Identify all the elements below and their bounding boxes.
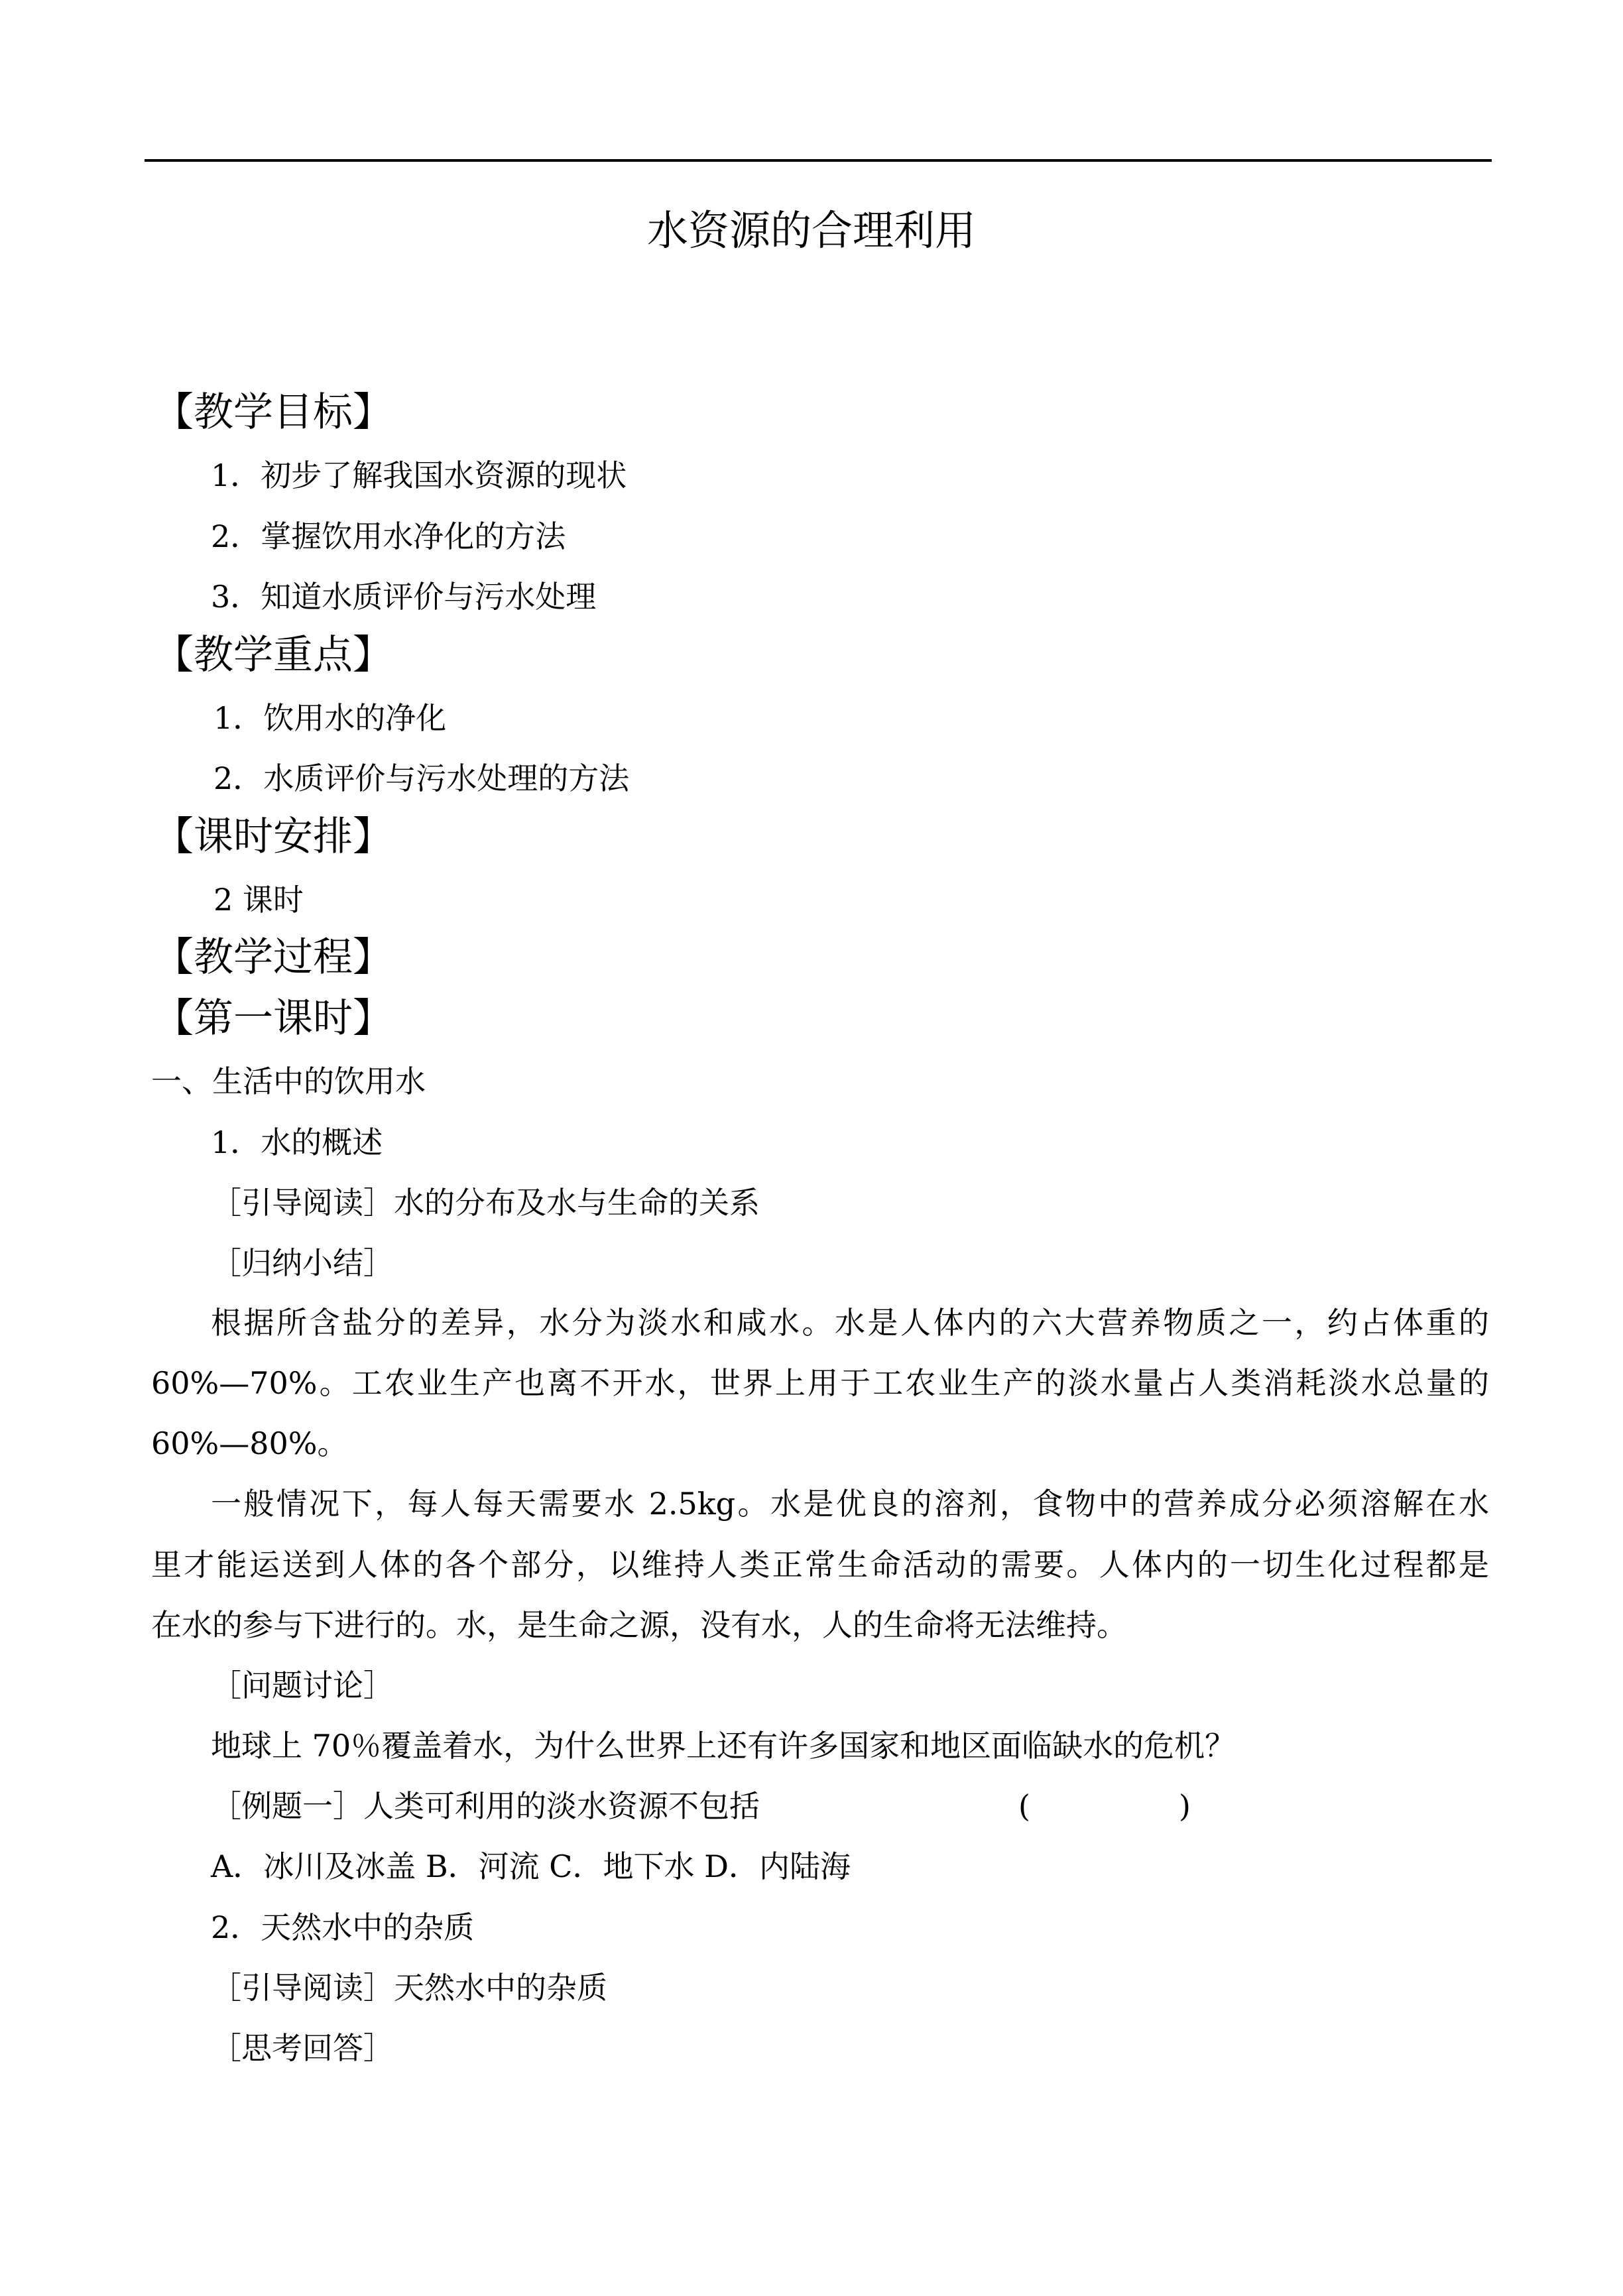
key-point-item-1: 1．饮用水的净化 — [213, 700, 447, 736]
paragraph2-line2: 里才能运送到人体的各个部分，以维持人类正常生命活动的需要。人体内的一切生化过程都是 — [151, 1547, 1489, 1583]
example1-answer-paren-open: ( — [1018, 1788, 1030, 1824]
document-title: 水资源的合理利用 — [646, 206, 976, 255]
discussion-question: 地球上 70％覆盖着水，为什么世界上还有许多国家和地区面临缺水的危机？ — [211, 1728, 1236, 1764]
key-points-heading: 【教学重点】 — [154, 632, 392, 678]
summary-label: ［归纳小结］ — [211, 1245, 394, 1281]
paragraph1-line2: 60%—70%。工农业生产也离不开水，世界上用于工农业生产的淡水量占人类消耗淡水总量的 — [151, 1365, 1489, 1401]
example1-question: ［例题一］人类可利用的淡水资源不包括 — [211, 1788, 760, 1824]
think-answer-label: ［思考回答］ — [211, 2030, 394, 2066]
objectives-heading: 【教学目标】 — [154, 389, 392, 436]
item2-title: 2．天然水中的杂质 — [211, 1909, 475, 1945]
example1-options: A．冰川及冰盖 B．河流 C．地下水 D．内陆海 — [211, 1848, 851, 1884]
objective-item-3: 3．知道水质评价与污水处理 — [211, 579, 597, 615]
guided-reading-2: ［引导阅读］天然水中的杂质 — [211, 1970, 607, 2006]
discussion-label: ［问题讨论］ — [211, 1667, 394, 1703]
part1-title: 一、生活中的饮用水 — [151, 1063, 426, 1099]
paragraph2-line1: 一般情况下，每人每天需要水 2.5kg。水是优良的溶剂，食物中的营养成分必须溶解在水 — [211, 1486, 1489, 1522]
key-point-item-2: 2．水质评价与污水处理的方法 — [213, 760, 630, 796]
objective-item-1: 1．初步了解我国水资源的现状 — [211, 457, 627, 493]
process-heading: 【教学过程】 — [154, 934, 392, 981]
header-rule — [145, 159, 1492, 162]
lesson1-heading: 【第一课时】 — [154, 995, 392, 1042]
objective-item-2: 2．掌握饮用水净化的方法 — [211, 518, 566, 554]
paragraph1-line3: 60%—80%。 — [151, 1425, 348, 1461]
paragraph1-line1: 根据所含盐分的差异，水分为淡水和咸水。水是人体内的六大营养物质之一，约占体重的 — [211, 1305, 1489, 1341]
example1-answer-paren-close: ) — [1179, 1788, 1191, 1824]
item1-title: 1．水的概述 — [211, 1124, 383, 1160]
schedule-text: 2 课时 — [213, 882, 304, 918]
guided-reading-1: ［引导阅读］水的分布及水与生命的关系 — [211, 1185, 760, 1221]
schedule-heading: 【课时安排】 — [154, 814, 392, 860]
paragraph2-line3: 在水的参与下进行的。水，是生命之源，没有水，人的生命将无法维持。 — [151, 1607, 1127, 1643]
